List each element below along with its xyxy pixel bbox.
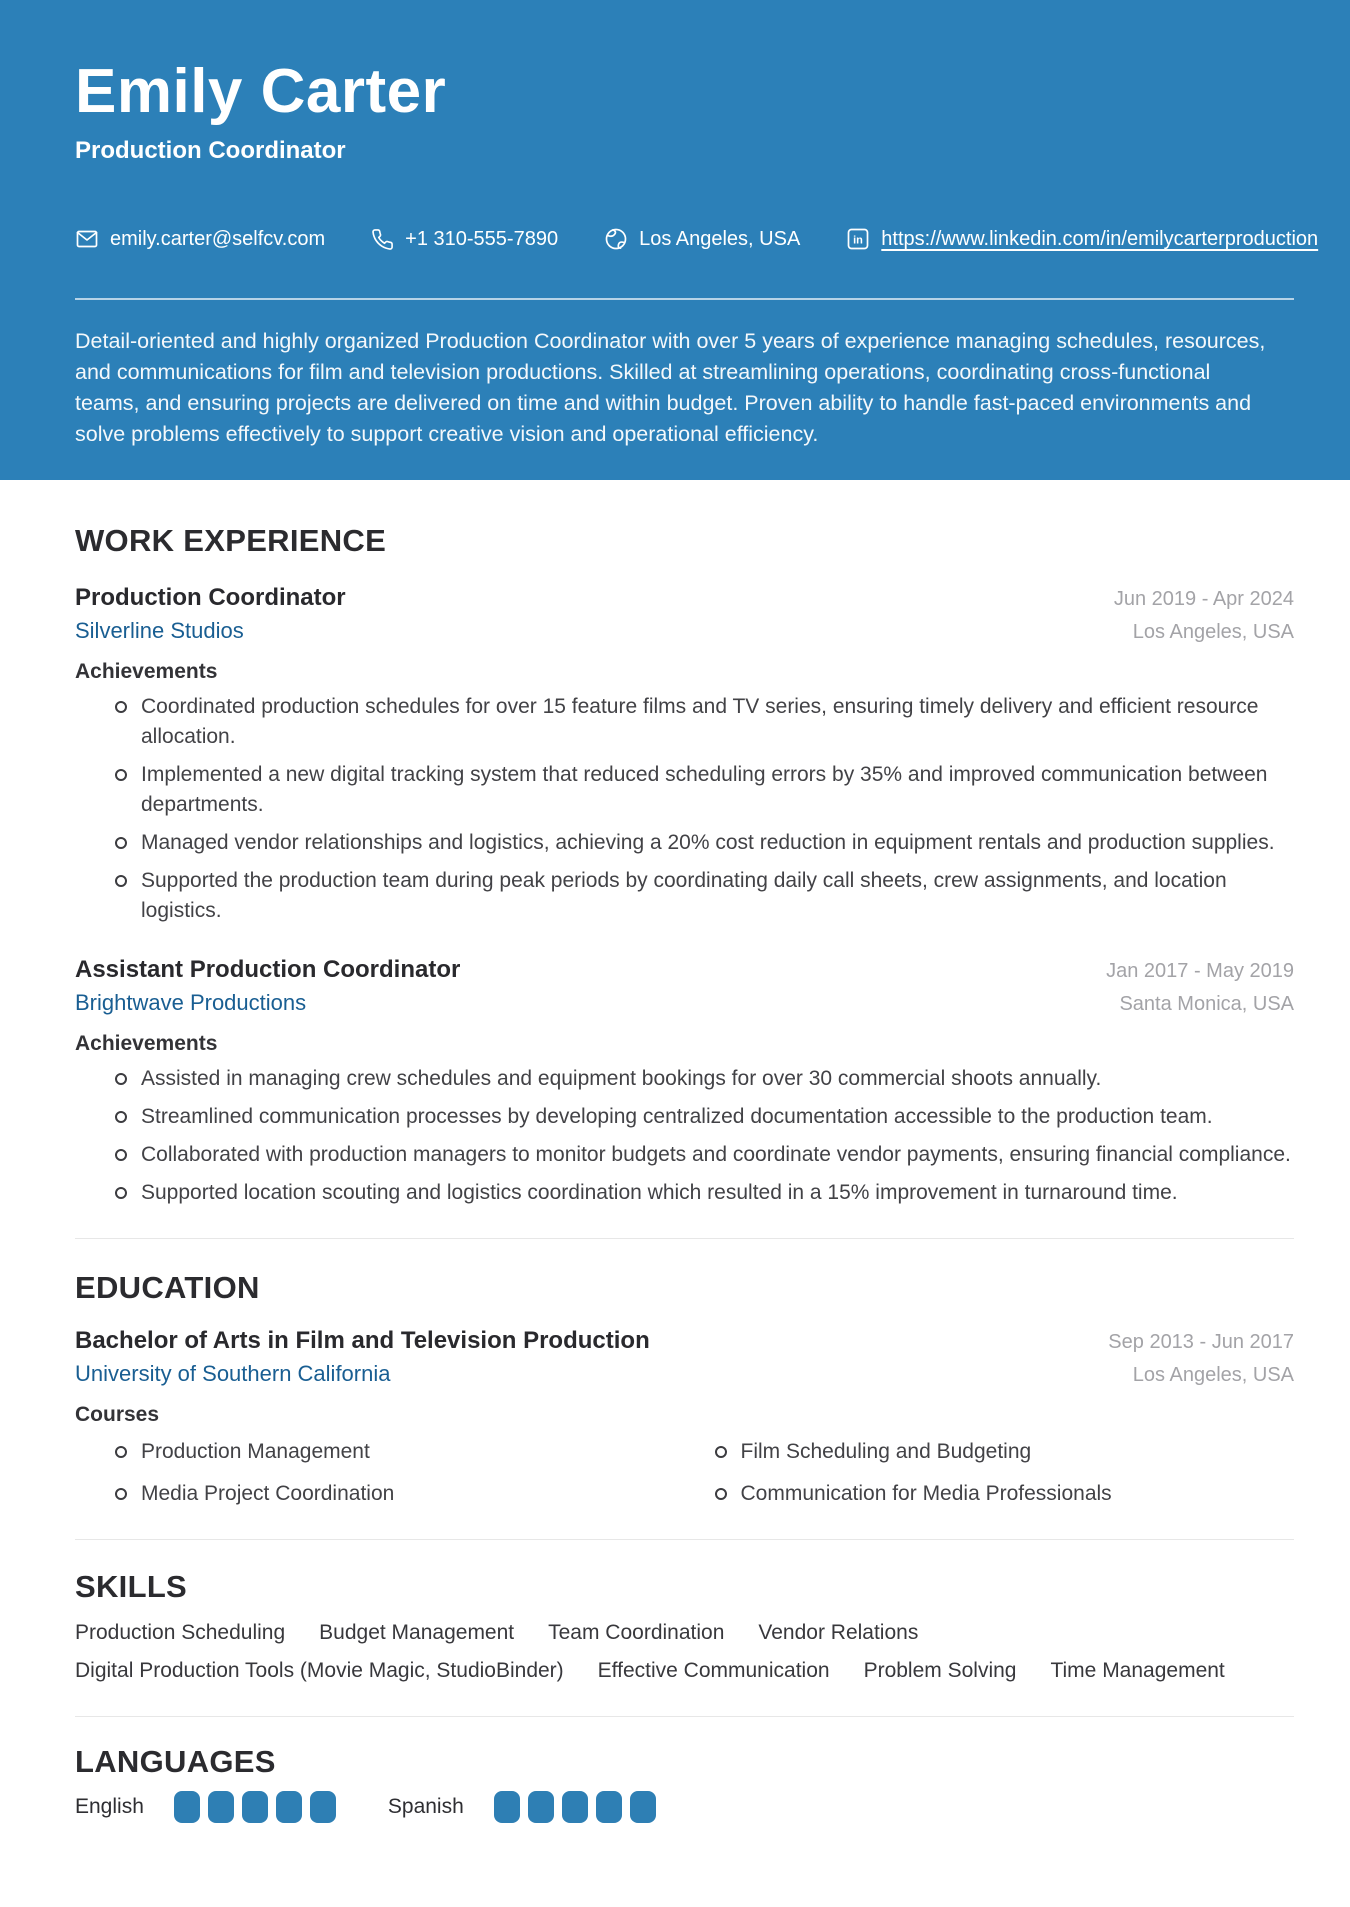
school-name: University of Southern California — [75, 1361, 391, 1386]
skills-row — [75, 1618, 1294, 1648]
languages-heading: LANGUAGES — [75, 1744, 276, 1779]
resume-body — [0, 522, 1350, 1823]
achievement-item: Managed vendor relationships and logistics, achieving a 20% cost reduction in equipment rentals and production supplies. — [115, 828, 1294, 858]
contact-phone-text: +1 310-555-7890 — [405, 228, 559, 250]
language-level-dot — [242, 1791, 268, 1823]
courses-list — [75, 1437, 1294, 1509]
linkedin-icon — [846, 227, 870, 251]
envelope-icon — [75, 227, 99, 251]
skill-item: Problem Solving — [863, 1659, 1017, 1682]
education-location: Los Angeles, USA — [1132, 1364, 1294, 1386]
summary-text: Detail-oriented and highly organized Production Coordinator with over 5 years of experience managing schedules, resources, and communications for film and television productions. Skilled at streamlining operations, coordinating cross-functional teams, and ensuring projects are delivered on time and within budget. Proven ability to handle fast-paced environments and solve problems effectively to support creative vision and operational efficiency. — [75, 329, 1266, 446]
job-title: Production Coordinator — [75, 584, 346, 611]
skill-item: Effective Communication — [597, 1659, 830, 1682]
skill-item: Time Management — [1050, 1659, 1225, 1682]
education-heading: EDUCATION — [75, 1270, 260, 1305]
section-languages — [75, 1743, 1294, 1823]
contact-location — [604, 224, 800, 254]
achievement-item: Assisted in managing crew schedules and equipment bookings for over 30 commercial shoots annually. — [115, 1064, 1294, 1094]
contact-location-text: Los Angeles, USA — [639, 228, 801, 250]
language-item-spanish — [388, 1791, 656, 1823]
skill-item: Budget Management — [319, 1621, 515, 1644]
language-level-dot — [174, 1791, 200, 1823]
skill-item: Production Scheduling — [75, 1621, 286, 1644]
work-experience-heading: WORK EXPERIENCE — [75, 523, 387, 558]
achievement-item: Streamlined communication processes by developing centralized documentation accessible to the production team. — [115, 1102, 1294, 1132]
svg-text:in: in — [853, 234, 864, 247]
course-item: Communication for Media Professionals — [715, 1479, 1295, 1509]
globe-icon — [604, 227, 628, 251]
language-level-dot — [494, 1791, 520, 1823]
skills-row — [75, 1656, 1294, 1686]
skill-item: Digital Production Tools (Movie Magic, StudioBinder) — [75, 1659, 564, 1682]
language-level-dot — [630, 1791, 656, 1823]
achievements-label: Achievements — [75, 1032, 218, 1055]
language-level-dot — [310, 1791, 336, 1823]
phone-icon — [371, 228, 394, 251]
language-level-dot — [528, 1791, 554, 1823]
achievements-list — [75, 1064, 1294, 1208]
resume-header — [0, 0, 1350, 480]
job-company: Silverline Studios — [75, 618, 244, 643]
language-level-dot — [562, 1791, 588, 1823]
achievements-label: Achievements — [75, 660, 218, 683]
contact-linkedin — [846, 224, 1318, 254]
course-item: Media Project Coordination — [115, 1479, 695, 1509]
achievement-item: Supported the production team during peak periods by coordinating daily call sheets, crew assignments, and location logistics. — [115, 866, 1294, 926]
achievement-item: Supported location scouting and logistics coordination which resulted in a 15% improvement in turnaround time. — [115, 1178, 1294, 1208]
language-name: Spanish — [387, 1795, 464, 1818]
job-entry-silverline — [75, 582, 1294, 926]
language-item-english — [75, 1791, 336, 1823]
person-name: Emily Carter — [75, 57, 447, 126]
linkedin-link[interactable]: https://www.linkedin.com/in/emilycarterproduction — [881, 228, 1319, 250]
courses-label: Courses — [75, 1403, 160, 1426]
course-item: Film Scheduling and Budgeting — [715, 1437, 1295, 1467]
job-dates: Jan 2017 - May 2019 — [1106, 960, 1294, 982]
contact-email-text: emily.carter@selfcv.com — [110, 228, 326, 250]
divider-above-languages — [75, 1716, 1294, 1717]
language-level-dot — [208, 1791, 234, 1823]
skill-item: Team Coordination — [548, 1621, 725, 1644]
contact-phone — [371, 224, 558, 254]
language-name: English — [75, 1795, 144, 1818]
education-dates: Sep 2013 - Jun 2017 — [1108, 1331, 1294, 1353]
section-work-experience — [75, 522, 1294, 1208]
language-level-indicator — [174, 1791, 336, 1823]
divider-above-education — [75, 1238, 1294, 1239]
section-education — [75, 1269, 1294, 1509]
skill-item: Vendor Relations — [758, 1621, 919, 1644]
degree-title: Bachelor of Arts in Film and Television Production — [75, 1327, 650, 1354]
course-item: Production Management — [115, 1437, 695, 1467]
divider-above-skills — [75, 1539, 1294, 1540]
job-location: Santa Monica, USA — [1119, 993, 1294, 1015]
job-dates: Jun 2019 - Apr 2024 — [1113, 588, 1294, 610]
languages-row — [75, 1791, 1294, 1823]
section-skills — [75, 1568, 1294, 1686]
contact-email — [75, 224, 325, 254]
job-entry-brightwave — [75, 954, 1294, 1208]
job-title: Assistant Production Coordinator — [75, 956, 461, 983]
education-entry — [75, 1325, 1294, 1509]
contact-row — [75, 224, 1319, 254]
achievement-item: Implemented a new digital tracking system that reduced scheduling errors by 35% and improved communication between departments. — [115, 760, 1294, 820]
skills-heading: SKILLS — [75, 1569, 188, 1604]
job-location: Los Angeles, USA — [1132, 621, 1294, 643]
language-level-dot — [276, 1791, 302, 1823]
language-level-dot — [596, 1791, 622, 1823]
person-job-title: Production Coordinator — [75, 137, 346, 164]
achievements-list — [75, 692, 1294, 926]
achievement-item: Collaborated with production managers to monitor budgets and coordinate vendor payments, ensuring financial compliance. — [115, 1140, 1294, 1170]
job-company: Brightwave Productions — [75, 990, 307, 1015]
header-divider — [75, 298, 1294, 300]
achievement-item: Coordinated production schedules for over 15 feature films and TV series, ensuring timely delivery and efficient resource allocation. — [115, 692, 1294, 752]
language-level-indicator — [494, 1791, 656, 1823]
